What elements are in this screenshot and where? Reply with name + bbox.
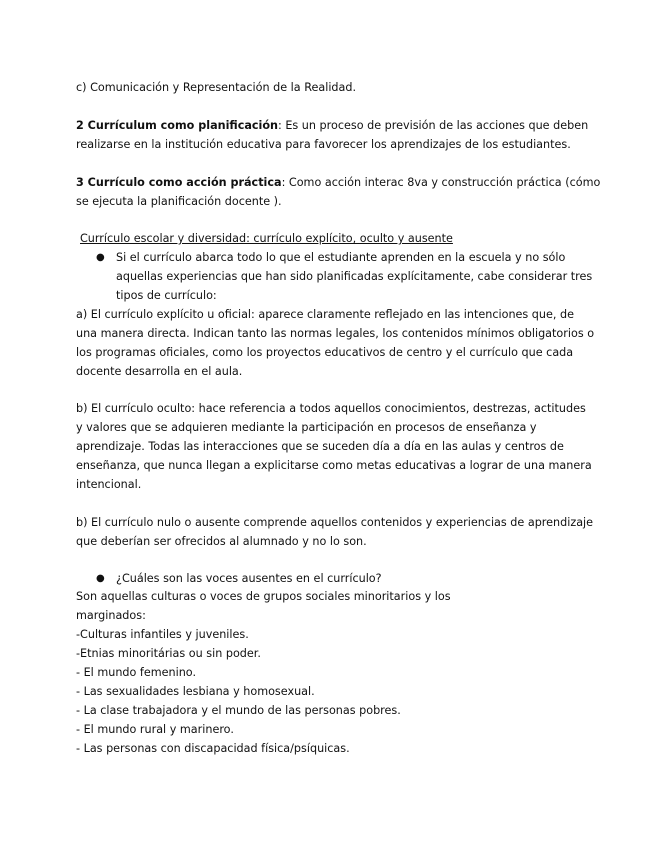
voices-intro-line: marginados:	[76, 609, 146, 622]
para-a-line: una manera directa. Indican tanto las normas legales, los contenidos mínimos obligatorios o	[76, 327, 595, 340]
bullet-2-line: ¿Cuáles son las voces ausentes en el currículo?	[116, 572, 382, 585]
para-b2-line: b) El currículo nulo o ausente comprende aquellos contenidos y experiencias de aprendizaje	[76, 516, 594, 529]
bullet-2-icon: ●	[96, 573, 105, 584]
section-2-line-1	[76, 116, 588, 135]
para-b1-line: intencional.	[76, 478, 142, 491]
para-b1-line: b) El currículo oculto: hace referencia a todos aquellos conocimientos, destrezas, actitudes	[76, 402, 586, 415]
para-a-line: los programas oficiales, como los proyectos educativos de centro y el currículo que cada	[76, 346, 574, 359]
bullet-1-line: aquellas experiencias que han sido planificadas explícitamente, cabe considerar tres	[116, 270, 593, 283]
para-b1-line: aprendizaje. Todas las interacciones que se suceden día a día en las aulas y centros de	[76, 440, 564, 453]
voice-item: - La clase trabajadora y el mundo de las personas pobres.	[76, 704, 401, 717]
voice-item: - El mundo rural y marinero.	[76, 723, 234, 736]
section-2-text-1: : Es un proceso de previsión de las acciones que deben	[278, 119, 589, 132]
para-b2-line: que deberían ser ofrecidos al alumnado y no lo son.	[76, 535, 367, 548]
para-b1-line: y valores que se adquieren mediante la participación en procesos de enseñanza y	[76, 421, 537, 434]
voice-item: - Las personas con discapacidad física/psíquicas.	[76, 742, 350, 755]
voices-intro-line: Son aquellas culturas o voces de grupos sociales minoritarios y los	[76, 590, 451, 603]
bullet-1-icon: ●	[96, 252, 105, 263]
bullet-1-line: Si el currículo abarca todo lo que el estudiante aprenden en la escuela y no sólo	[116, 251, 566, 264]
section-3-text-1: : Como acción interac 8va y construcción práctica (cómo	[281, 176, 601, 189]
section-2-title: 2 Currículum como planificación	[76, 119, 279, 132]
voice-item: - Las sexualidades lesbiana y homosexual.	[76, 685, 315, 698]
section-3-text-2: se ejecuta la planificación docente ).	[76, 195, 282, 208]
section-3-line-1	[76, 173, 600, 192]
bullet-1-line: tipos de currículo:	[116, 289, 217, 302]
para-b1-line: enseñanza, que nunca llegan a explicitarse como metas educativas a lograr de una manera	[76, 459, 592, 472]
voice-item: - El mundo femenino.	[76, 666, 197, 679]
voice-item: -Etnias minoritárias ou sin poder.	[76, 647, 261, 660]
section-heading: Currículo escolar y diversidad: currículo explícito, oculto y ausente	[80, 232, 453, 245]
section-2-text-2: realizarse en la institución educativa para favorecer los aprendizajes de los estudiantes.	[76, 138, 571, 151]
para-a-line: a) El currículo explícito u oficial: aparece claramente reflejado en las intenciones que, de	[76, 308, 574, 321]
voice-item: -Culturas infantiles y juveniles.	[76, 628, 249, 641]
line-comunicacion: c) Comunicación y Representación de la Realidad.	[76, 81, 357, 94]
para-a-line: docente desarrolla en el aula.	[76, 365, 243, 378]
section-3-title: 3 Currículo como acción práctica	[76, 176, 282, 189]
